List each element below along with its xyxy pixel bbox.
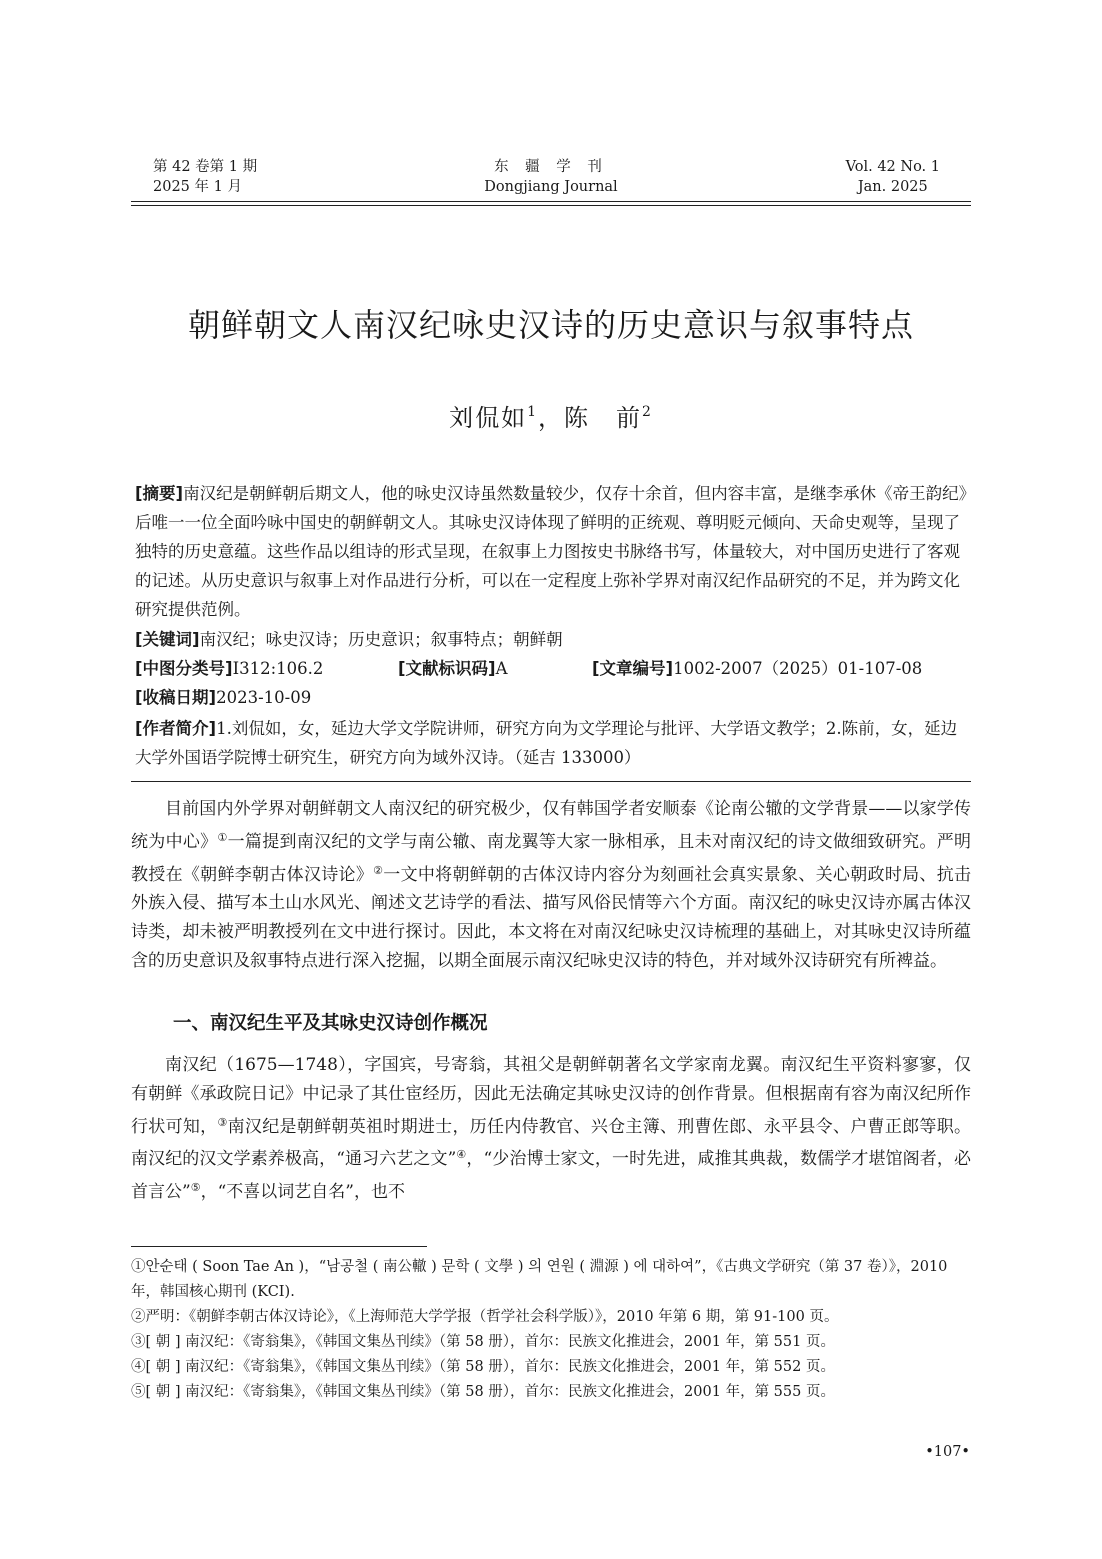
keywords-tag: [关键词]: [135, 630, 200, 649]
footnote-4: ④[ 朝 ] 南汉纪：《寄翁集》，《韩国文集丛刊续》（第 58 册），首尔：民族文化推进会，2001 年，第 552 页。: [131, 1359, 835, 1375]
footnote-ref-3[interactable]: ③: [217, 1115, 228, 1129]
header-rule-thin: [131, 205, 971, 206]
abstract-text: 南汉纪是朝鲜朝后期文人，他的咏史汉诗虽然数量较少，仅存十余首，但内容丰富，是继李承休《帝王韵纪》后唯一一位全面吟咏中国史的朝鲜朝文人。其咏史汉诗体现了鲜明的正统观、尊明贬元倾向、天命史观等，呈现了独特的历史意蕴。这些作品以组诗的形式呈现，在叙事上力图按史书脉络书写，体量较大，对中国历史进行了客观的记述。从历史意识与叙事上对作品进行分析，可以在一定程度上弥补学界对南汉纪作品研究的不足，并为跨文化研究提供范例。: [135, 484, 967, 619]
author-2-affil: 2: [642, 404, 653, 420]
footnote-5: ⑤[ 朝 ] 南汉纪：《寄翁集》，《韩国文集丛刊续》（第 58 册），首尔：民族文化推进会，2001 年，第 555 页。: [131, 1384, 835, 1400]
footnotes: [131, 1255, 971, 1405]
classification-line: [135, 655, 971, 683]
author-2: 陈 前: [564, 404, 642, 432]
clc-block: [135, 655, 398, 683]
author-1-affil: 1: [527, 404, 538, 420]
header-issue: 第 42 卷第 1 期 2025 年 1 月: [153, 159, 258, 195]
article-number-tag: [文章编号]: [592, 659, 674, 678]
bio-tag: [作者简介]: [135, 719, 217, 738]
article-authors: [0, 398, 1102, 433]
footnote-1: ①안순태 ( Soon Tae An )，“남공철 ( 南公轍 ) 문학 ( 文學 ) 의 연원 ( 淵源 ) 에 대하여”，《古典文学研究（第 37 卷）》，2010 年，韩国核心期刊 (KCI).: [131, 1259, 948, 1300]
footnote-2: ②严明：《朝鲜李朝古体汉诗论》，《上海师范大学学报（哲学社会科学版）》，2010 年第 6 期，第 91-100 页。: [131, 1309, 839, 1325]
header-volume: Vol. 42 No. 1 Jan. 2025: [845, 159, 940, 195]
footnote-ref-4[interactable]: ④: [456, 1148, 467, 1162]
article-number-block: [592, 655, 922, 683]
clc-value: I312:106.2: [232, 659, 324, 678]
section-heading-1: 一、南汉纪生平及其咏史汉诗创作概况: [173, 1013, 488, 1034]
footnote-ref-5[interactable]: ⑤: [190, 1181, 201, 1195]
received-tag: [收稿日期]: [135, 688, 217, 707]
doc-code-value: A: [495, 659, 508, 678]
author-1: 刘侃如: [449, 404, 528, 432]
header-journal-name: 东 疆 学 刊 Dongjiang Journal: [484, 159, 618, 195]
keywords-text: 南汉纪；咏史汉诗；历史意识；叙事特点；朝鲜朝: [199, 630, 563, 649]
abstract-separator: [131, 781, 971, 782]
doc-code-block: [398, 655, 592, 683]
header-rule-thick: [131, 201, 971, 202]
footnote-ref-1[interactable]: ①: [217, 830, 228, 844]
footnote-rule: [131, 1246, 427, 1247]
article-number-value: 1002-2007（2025）01-107-08: [673, 659, 923, 678]
running-header: [131, 157, 971, 201]
body-paragraph-2: 南汉纪（1675—1748），字国宾，号寄翁，其祖父是朝鲜朝著名文学家南龙翼。南汉纪生平资料寥寥，仅有朝鲜《承政院日记》中记录了其仕宦经历，因此无法确定其咏史汉诗的创作背景。但根据南有容为南汉纪所作行状可知，③南汉纪是朝鲜朝英祖时期进士，历任内侍教官、兴仓主簿、刑曹佐郎、永平县令、户曹正郎等职。南汉纪的汉文学素养极高，“通习六艺之文”④，“少治博士家文，一时先进，咸推其典裁，数儒学才堪馆阁者，必首言公”⑤，“不喜以词艺自名”，也不: [131, 1055, 971, 1203]
received-date: [135, 684, 971, 712]
abstract: [135, 479, 971, 624]
received-value: 2023-10-09: [216, 688, 312, 707]
doc-code-tag: [文献标识码]: [398, 659, 496, 678]
author-bio: [135, 714, 971, 772]
article-title: 朝鲜朝文人南汉纪咏史汉诗的历史意识与叙事特点: [187, 306, 914, 344]
author-separator: ，: [538, 404, 564, 432]
abstract-tag: [摘要]: [135, 484, 184, 503]
clc-tag: [中图分类号]: [135, 659, 233, 678]
body-paragraph-1: 目前国内外学界对朝鲜朝文人南汉纪的研究极少，仅有韩国学者安顺泰《论南公辙的文学背景——以家学传统为中心》①一篇提到南汉纪的文学与南公辙、南龙翼等大家一脉相承，且未对南汉纪的诗文做细致研究。严明教授在《朝鲜李朝古体汉诗论》②一文中将朝鲜朝的古体汉诗内容分为刻画社会真实景象、关心朝政时局、抗击外族入侵、描写本土山水风光、阐述文艺诗学的看法、描写风俗民情等六个方面。南汉纪的咏史汉诗亦属古体汉诗类，却未被严明教授列在文中进行探讨。因此，本文将在对南汉纪咏史汉诗梳理的基础上，对其咏史汉诗所蕴含的历史意识及叙事特点进行深入挖掘，以期全面展示南汉纪咏史汉诗的特色，并对域外汉诗研究有所裨益。: [131, 799, 971, 971]
keywords: [135, 626, 971, 654]
footnote-ref-2[interactable]: ②: [373, 863, 384, 877]
page-number: •107•: [925, 1444, 970, 1460]
bio-text: 1.刘侃如，女，延边大学文学院讲师，研究方向为文学理论与批评、大学语文教学；2.陈前，女，延边大学外国语学院博士研究生，研究方向为域外汉诗。（延吉 133000）: [135, 719, 958, 767]
footnote-3: ③[ 朝 ] 南汉纪：《寄翁集》，《韩国文集丛刊续》（第 58 册），首尔：民族文化推进会，2001 年，第 551 页。: [131, 1334, 835, 1350]
